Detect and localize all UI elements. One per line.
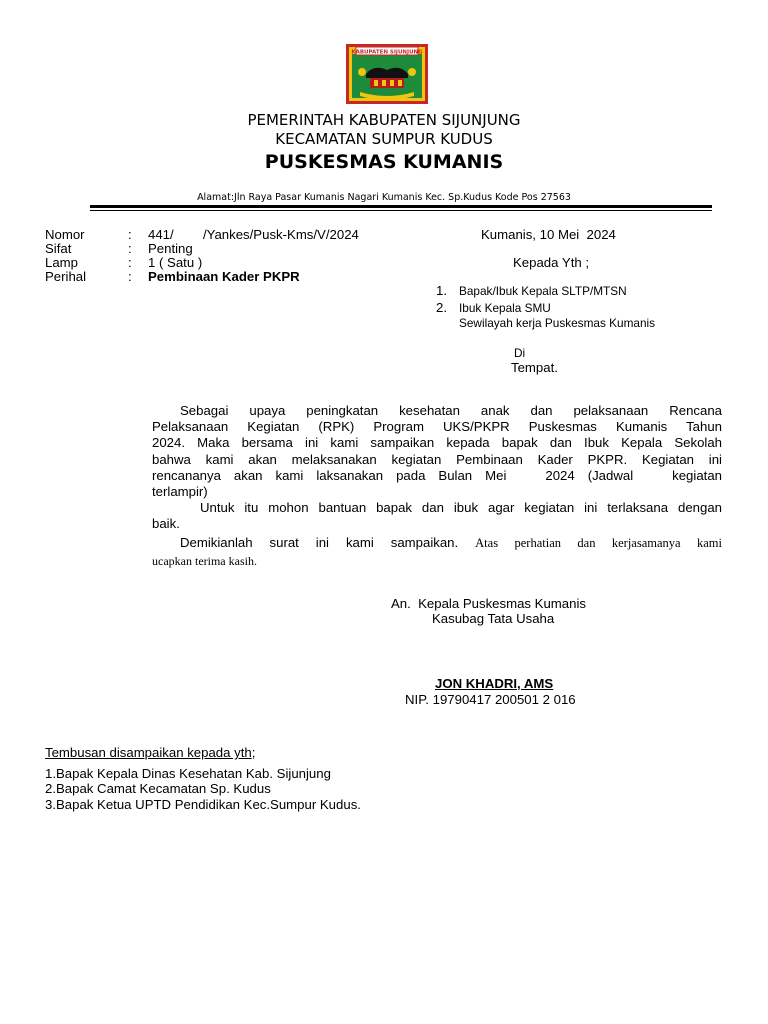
nomor-colon: : — [128, 227, 132, 242]
tembusan-heading-text: Tembusan disampaikan kepada yth — [45, 745, 252, 760]
perihal-label: Perihal — [45, 269, 87, 284]
p1-line-5: rencananya akan kami laksanakan pada Bulan Mei 2024 (Jadwal kegiatan — [152, 467, 722, 483]
p2-line-2: baik. — [152, 516, 180, 532]
p3-line-1 — [152, 535, 722, 551]
recipient-kepada: Kepada Yth ; — [513, 255, 590, 270]
tembusan-item-2: 2.Bapak Camat Kecamatan Sp. Kudus — [45, 781, 271, 796]
logo-banner-text: KABUPATEN SIJUNJUNG — [351, 49, 423, 56]
p1-line-2: Pelaksanaan Kegiatan (RPK) Program UKS/PKPR Puskesmas Kumanis Tahun — [152, 419, 722, 435]
nomor-label: Nomor — [45, 227, 85, 242]
lamp-value: 1 ( Satu ) — [148, 255, 203, 270]
signature-an: An. Kepala Puskesmas Kumanis — [391, 596, 586, 611]
p1-line-4: bahwa kami akan melaksanakan kegiatan Pembinaan Kader PKPR. Kegiatan ini — [152, 451, 722, 467]
sifat-label: Sifat — [45, 241, 72, 256]
signature-title: Kasubag Tata Usaha — [432, 611, 555, 626]
recipient-item-1-num: 1. — [436, 283, 447, 298]
p1-line-3: 2024. Maka bersama ini kami sampaikan kepada bapak dan Ibuk Kepala Sekolah — [152, 435, 722, 451]
recipient-tempat: Tempat. — [511, 360, 558, 375]
tembusan-item-3: 3.Bapak Ketua UPTD Pendidikan Kec.Sumpur Kudus. — [45, 797, 361, 812]
p1-line-1: Sebagai upaya peningkatan kesehatan anak dan pelaksanaan Rencana — [180, 403, 722, 418]
p3-line-2: ucapkan terima kasih. — [152, 553, 257, 568]
header-institution: PUSKESMAS KUMANIS — [264, 151, 504, 173]
p3-part-a: Demikianlah surat ini kami sampaikan. — [180, 534, 459, 550]
p3-part-b: Atas perhatian dan kerjasamanya kami — [475, 535, 723, 550]
p2-line-1: Untuk itu mohon bantuan bapak dan ibuk agar kegiatan ini terlaksana dengan — [200, 500, 722, 516]
lamp-label: Lamp — [45, 255, 78, 270]
signature-nip: NIP. 19790417 200501 2 016 — [405, 692, 576, 707]
perihal-colon: : — [128, 269, 132, 284]
sifat-colon: : — [128, 241, 132, 256]
recipient-item-2: Ibuk Kepala SMU — [459, 301, 551, 315]
nomor-value: 441/ /Yankes/Pusk-Kms/V/2024 — [148, 227, 359, 242]
recipient-item-1: Bapak/Ibuk Kepala SLTP/MTSN — [459, 284, 627, 298]
place-date: Kumanis, 10 Mei 2024 — [481, 227, 616, 242]
regency-logo — [346, 44, 428, 104]
header-rule-thin — [90, 210, 712, 211]
recipient-item-2-num: 2. — [436, 300, 447, 315]
tembusan-heading — [45, 745, 255, 760]
perihal-value: Pembinaan Kader PKPR — [148, 269, 300, 284]
signature-name: JON KHADRI, AMS — [435, 676, 554, 691]
sifat-value: Penting — [148, 241, 193, 256]
lamp-colon: : — [128, 255, 132, 270]
tembusan-heading-suffix: ; — [251, 745, 256, 760]
recipient-area: Sewilayah kerja Puskesmas Kumanis — [459, 316, 656, 330]
recipient-di: Di — [514, 346, 526, 360]
tembusan-item-1: 1.Bapak Kepala Dinas Kesehatan Kab. Sijunjung — [45, 766, 331, 781]
header-rule-thick — [90, 205, 712, 208]
p1-line-6: terlampir) — [152, 484, 208, 500]
header-address: Alamat:Jln Raya Pasar Kumanis Nagari Kumanis Kec. Sp.Kudus Kode Pos 27563 — [197, 192, 571, 203]
body-paragraph-1 — [152, 403, 722, 569]
header-district: KECAMATAN SUMPUR KUDUS — [275, 130, 493, 148]
header-government: PEMERINTAH KABUPATEN SIJUNJUNG — [247, 111, 521, 129]
